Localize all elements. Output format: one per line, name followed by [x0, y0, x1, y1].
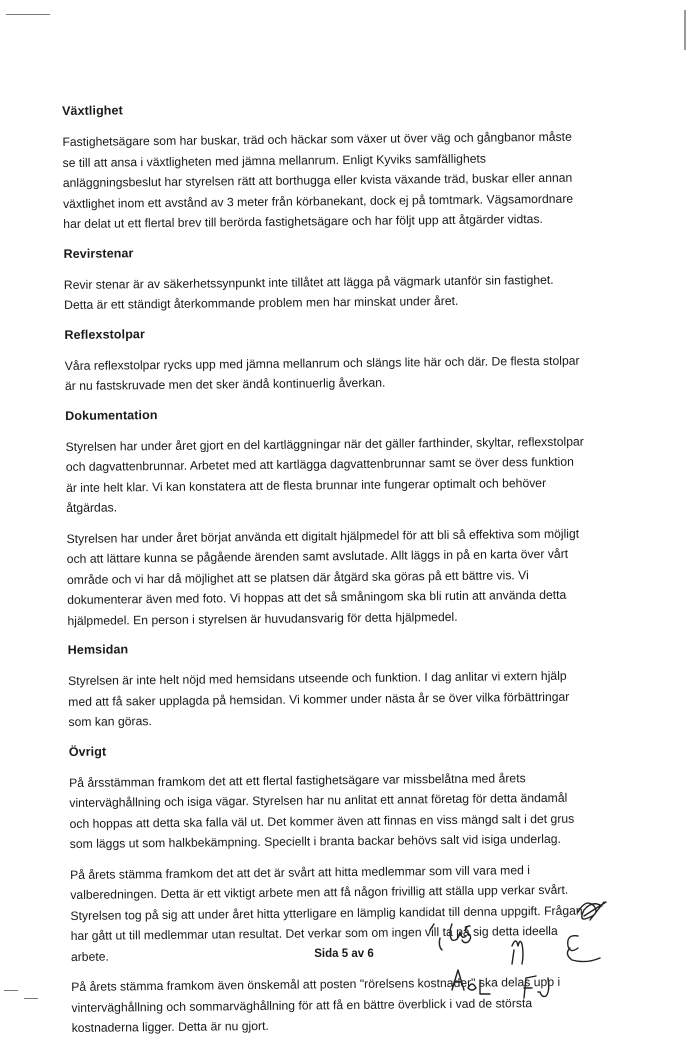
- section-vaxtlighet: [62, 99, 583, 235]
- paragraph: Revir stenar är av säkerhetssynpunkt inte tillåtet att lägga på vägmark utanför sin fastighet. Detta är ett ständigt återkommande problem men har minskat under året.: [63, 272, 554, 312]
- scan-mark-right-edge: [684, 10, 686, 50]
- section-dokumentation: [65, 403, 587, 631]
- scan-mark-top-left: [6, 14, 50, 15]
- paragraph: På årets stämma framkom det att det är svårt att hitta medlemmar som vill vara med i valberedningen. Detta är ett viktigt arbete men att få någon frivillig att ställa upp verkar svårt. Styrelsen tog på sig att under året hitta ytterligare en lämplig kandidat till denna uppgift. Frågan har gått ut till medlemmar utan resultat. Det verkar som om ingen vill ta på sig detta ideella arbete.: [69, 862, 583, 964]
- section-ovrigt: [69, 739, 592, 1038]
- paragraph: Styrelsen är inte helt nöjd med hemsidans utseende och funktion. I dag anlitar vi extern hjälp med att få saker upplagda på hemsidan. Vi kommer under nästa år se över vilka förbättringar som kan göras.: [67, 668, 570, 729]
- section-reflexstolpar: [64, 322, 585, 396]
- paragraph: Styrelsen har under året gjort en del kartläggningar när det gäller farthinder, skyltar, reflexstolpar och dagvattenbrunnar. Arbetet med att kartlägga dagvattenbrunnar samt se över dess funktion är inte helt klar. Vi kan konstatera att de flesta brunnar inte fungerar optimalt och behöver åtgärdas.: [65, 434, 584, 515]
- section-hemsidan: [68, 638, 589, 733]
- scan-mark-bottom-left-2: [24, 998, 38, 999]
- paragraph: På årsstämman framkom det att ett flertal fastighetsägare var missbelåtna med årets vinterväghållning och isiga vägar. Styrelsen har nu anlitat ett annat företag för detta ändamål och hoppas att detta ska falla väl ut. Det kommer även att finnas en viss mängd salt i det grus som läggs ut som halkbekämpning. Speciellt i branta backar behövs salt vid isiga underlag.: [69, 770, 575, 851]
- paragraph: Våra reflexstolpar rycks upp med jämna mellanrum och slängs lite här och där. De flesta stolpar är nu fastskruvade men det sker ändå kontinuerlig åverkan.: [64, 353, 580, 393]
- section-heading: Dokumentation: [65, 407, 158, 423]
- section-heading: Revirstenar: [63, 245, 134, 261]
- section-heading: Växtlighet: [62, 103, 123, 118]
- section-heading: Reflexstolpar: [64, 326, 145, 342]
- paragraph: På årets stämma framkom även önskemål att posten "rörelsens kostnader" ska delas upp i vinterväghållning och sommarväghållning för att få en bättre överblick i vad de största kostnaderna ligger. Detta är nu gjort.: [71, 974, 561, 1035]
- section-heading: Övrigt: [68, 744, 107, 759]
- section-revirstenar: [63, 241, 584, 315]
- document-body: [62, 99, 592, 1050]
- scan-mark-bottom-left: [4, 990, 18, 991]
- section-heading: Hemsidan: [67, 642, 129, 657]
- page-number: Sida 5 av 6: [314, 948, 374, 960]
- paragraph: Fastighetsägare som har buskar, träd och häckar som växer ut över väg och gångbanor måste se till att ansa i växtligheten med jämna mellanrum. Enligt Kyviks samfällighets anläggningsbeslut har styrelsen rätt att borthugga eller kvista växande träd, buskar eller annan växtlighet inom ett avstånd av 3 meter från körbanekant, dock ej på tomtmark. Vägsamordnare har delat ut ett flertal brev till berörda fastighetsägare och har följt upp att åtgärder vidtas.: [62, 129, 574, 231]
- paragraph: Styrelsen har under året börjat använda ett digitalt hjälpmedel för att bli så effektiva som möjligt och att lättare kunna se pågående ärenden samt avslutade. Allt läggs in på en karta över vårt område och vi har då möjlighet att se platsen där åtgärd ska göras på ett bättre vis. Vi dokumenterar även med foto. Vi hoppas att det så småningom ska bli rutin att använda detta hjälpmedel. En person i styrelsen är huvudansvarig för detta hjälpmedel.: [66, 526, 580, 628]
